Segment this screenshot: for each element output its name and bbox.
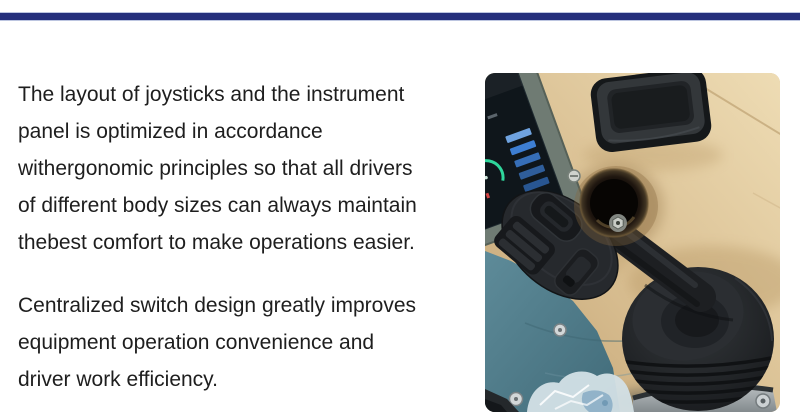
panel-screw [510,393,523,406]
cup-holder [574,166,658,246]
text-line: Centralized switch design greatly improves [18,294,417,317]
panel-screw [554,324,566,336]
text-line: The layout of joysticks and the instrument [18,83,405,106]
top-divider-bar [0,12,800,21]
text-line: panel is optimized in accordance [18,120,323,143]
cab-joystick-photo [485,73,780,412]
text-line: of different body sizes can always maintain [18,194,417,217]
text-line: driver work efficiency. [18,368,218,391]
cup-holder-bolt [609,214,627,232]
text-line: equipment operation convenience and [18,331,375,354]
bezel-screw [568,170,580,182]
paragraph-ergonomics [18,76,480,261]
text-line: thebest comfort to make operations easier. [18,231,415,254]
description-text [18,76,480,419]
paragraph-switch-design [18,287,480,398]
storage-handle [589,73,713,154]
cab-photo-illustration [485,73,780,412]
text-line: withergonomic principles so that all drivers [18,157,413,180]
